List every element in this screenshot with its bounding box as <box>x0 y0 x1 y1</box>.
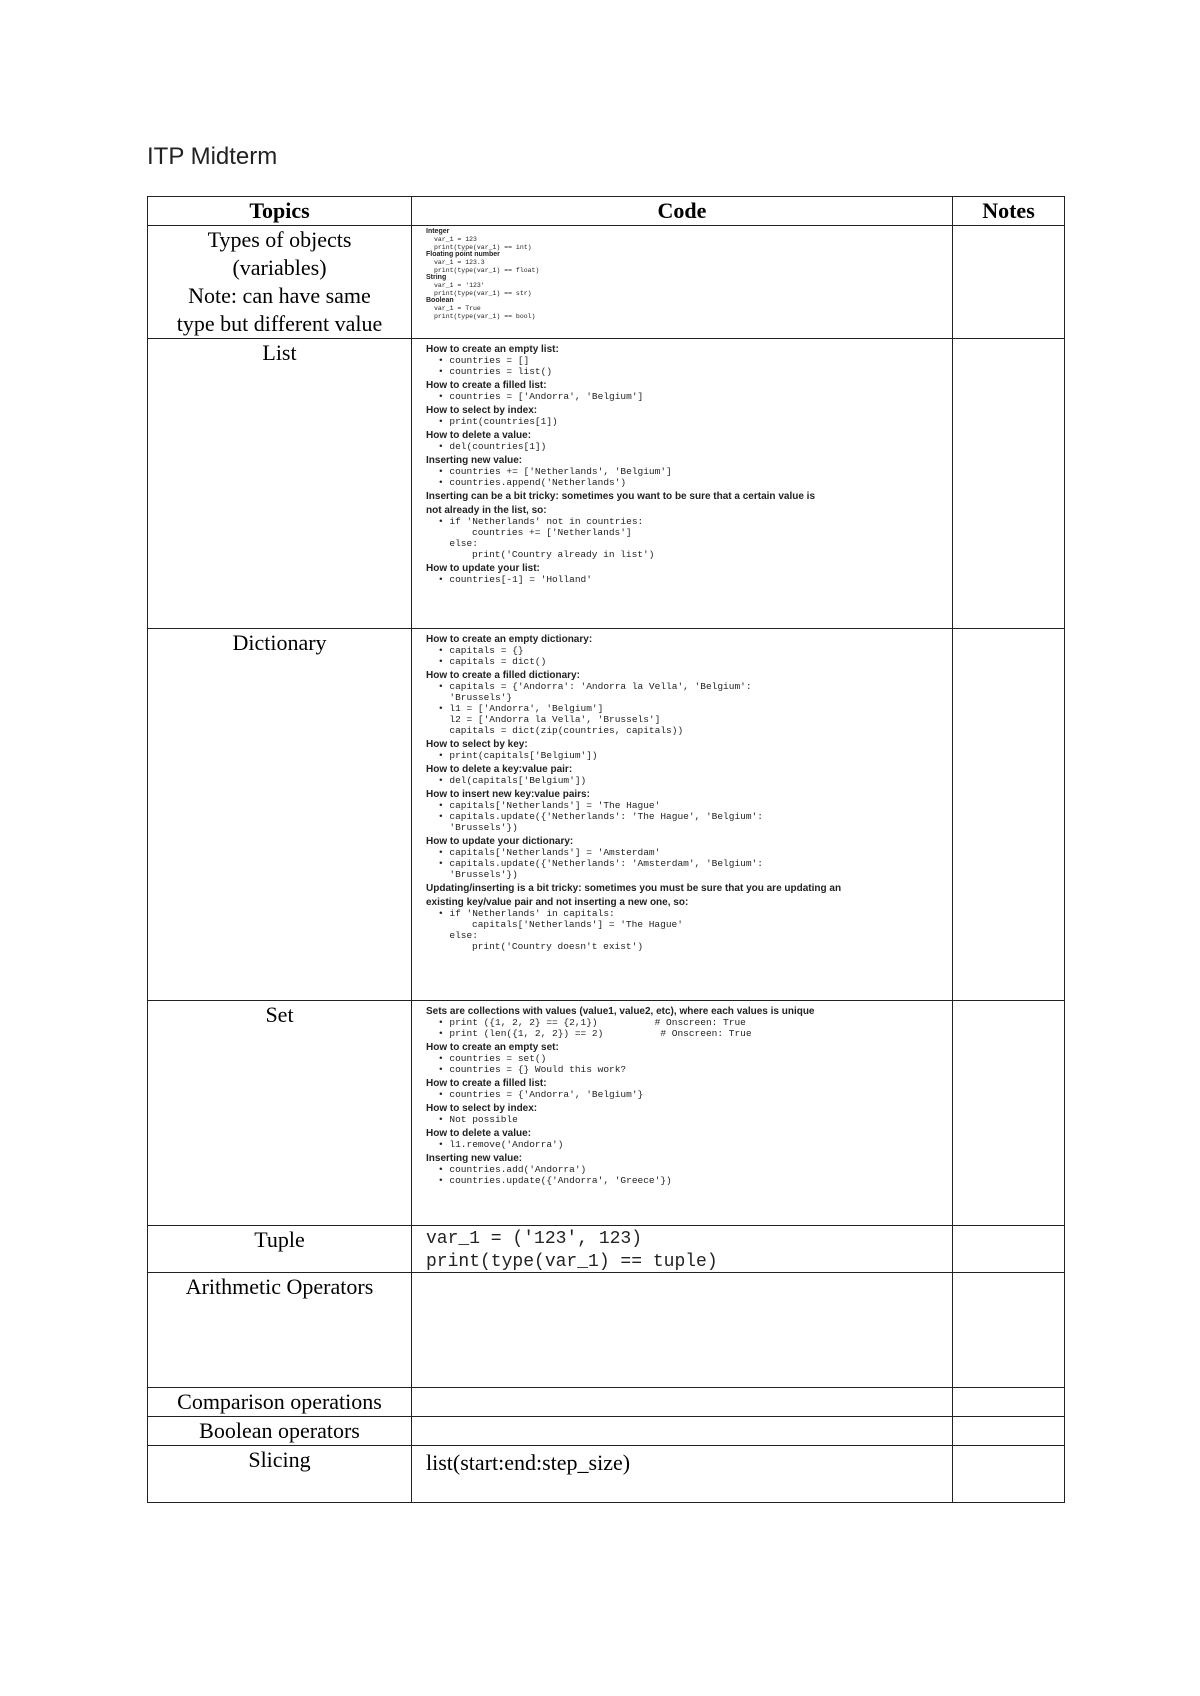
code-list <box>412 339 953 629</box>
code-line: • del(capitals['Belgium']) <box>438 775 587 786</box>
table-row <box>148 1417 1065 1446</box>
code-heading: How to delete a value: <box>426 1128 532 1139</box>
code-block <box>412 1001 952 1188</box>
header-row <box>148 197 1065 226</box>
code-line: • countries = set() <box>438 1053 547 1064</box>
code-heading: How to select by index: <box>426 405 538 416</box>
code-set <box>412 1001 953 1226</box>
code-heading: How to update your list: <box>426 563 540 574</box>
code-line: • print(countries[1]) <box>438 416 558 427</box>
code-heading: How to create a filled list: <box>426 1078 547 1089</box>
header-topics: Topics <box>148 197 412 226</box>
notes-comparison[interactable] <box>953 1388 1065 1417</box>
code-line: 'Brussels'}) <box>438 869 518 880</box>
code-line: • del(countries[1]) <box>438 441 547 452</box>
code-heading: Inserting new value: <box>426 455 523 466</box>
code-line: • print (len({1, 2, 2}) == 2) # Onscreen: True <box>438 1028 752 1039</box>
code-heading: How to delete a key:value pair: <box>426 764 573 775</box>
header-notes: Notes <box>953 197 1065 226</box>
code-heading: not already in the list, so: <box>426 505 547 516</box>
code-line: l2 = ['Andorra la Vella', 'Brussels'] <box>438 714 661 725</box>
code-line: • countries = {} Would this work? <box>438 1064 627 1075</box>
code-heading: Integer <box>426 228 450 235</box>
code-line: • print ({1, 2, 2} == {2,1}) # Onscreen: True <box>438 1017 746 1028</box>
code-line: • capitals.update({'Netherlands': 'Amsterdam', 'Belgium': <box>438 858 763 869</box>
code-line: • if 'Netherlands' not in countries: <box>438 516 644 527</box>
code-heading: Sets are collections with values (value1, value2, etc), where each values is unique <box>426 1006 815 1017</box>
table-row <box>148 1001 1065 1226</box>
code-heading: existing key/value pair and not inserting a new one, so: <box>426 897 689 908</box>
topic-list: List <box>148 339 412 629</box>
code-line: list(start:end:step_size) <box>426 1450 631 1475</box>
code-heading: How to create an empty set: <box>426 1042 559 1053</box>
table-row <box>148 1273 1065 1388</box>
topic-set: Set <box>148 1001 412 1226</box>
topic-types <box>148 226 412 339</box>
table-row <box>148 339 1065 629</box>
code-heading: How to insert new key:value pairs: <box>426 789 590 800</box>
code-line: print('Country doesn't exist') <box>472 941 644 952</box>
code-comparison[interactable] <box>412 1388 953 1417</box>
code-line: var_1 = '123' <box>434 282 485 289</box>
code-line: else: <box>438 930 478 941</box>
topic-line: Note: can have same <box>188 283 371 308</box>
table-row <box>148 1226 1065 1273</box>
code-heading: How to create a filled list: <box>426 380 547 391</box>
code-line: • countries = [] <box>438 355 530 366</box>
code-line: var_1 = ('123', 123) <box>426 1229 643 1249</box>
notes-tuple[interactable] <box>953 1226 1065 1273</box>
code-line: countries += ['Netherlands'] <box>472 527 632 538</box>
code-heading: How to update your dictionary: <box>426 836 574 847</box>
topic-line: (variables) <box>232 255 327 280</box>
topic-line: type but different value <box>176 311 383 336</box>
code-block <box>412 629 952 954</box>
code-line: • capitals['Netherlands'] = 'The Hague' <box>438 800 661 811</box>
code-heading: How to create a filled dictionary: <box>426 670 580 681</box>
code-line: var_1 = 123.3 <box>434 259 485 266</box>
code-line: capitals['Netherlands'] = 'The Hague' <box>472 919 683 930</box>
table-row <box>148 1388 1065 1417</box>
code-line: print(type(var_1) == int) <box>434 243 532 251</box>
code-heading: How to select by index: <box>426 1103 538 1114</box>
notes-types[interactable] <box>953 226 1065 339</box>
code-line: var_1 = True <box>434 305 481 312</box>
code-heading: Inserting new value: <box>426 1153 523 1164</box>
code-tuple <box>412 1226 953 1273</box>
code-line: print(type(var_1) == str) <box>434 289 532 297</box>
code-line: • countries = {'Andorra', 'Belgium'} <box>438 1089 644 1100</box>
code-heading: String <box>426 274 447 281</box>
topic-arithmetic: Arithmetic Operators <box>148 1273 412 1388</box>
code-line: • countries = ['Andorra', 'Belgium'] <box>438 391 644 402</box>
code-types <box>412 226 953 339</box>
code-line: print('Country already in list') <box>472 549 655 560</box>
code-line: • l1.remove('Andorra') <box>438 1139 564 1150</box>
topic-slicing: Slicing <box>148 1446 412 1503</box>
code-heading: How to create an empty list: <box>426 344 559 355</box>
code-line: print(type(var_1) == float) <box>434 266 540 274</box>
code-line: • capitals.update({'Netherlands': 'The Hague', 'Belgium': <box>438 811 763 822</box>
code-line: • countries.append('Netherlands') <box>438 477 627 488</box>
code-boolean[interactable] <box>412 1417 953 1446</box>
code-line: • countries.add('Andorra') <box>438 1164 587 1175</box>
page-title: ITP Midterm <box>147 143 278 170</box>
table-row <box>148 226 1065 339</box>
code-block <box>412 339 952 587</box>
notes-list[interactable] <box>953 339 1065 629</box>
code-line: 'Brussels'} <box>438 692 513 703</box>
code-heading: Floating point number <box>426 251 500 258</box>
notes-boolean[interactable] <box>953 1417 1065 1446</box>
code-line: • capitals = {'Andorra': 'Andorra la Vella', 'Belgium': <box>438 681 752 692</box>
notes-dictionary[interactable] <box>953 629 1065 1001</box>
topic-boolean: Boolean operators <box>148 1417 412 1446</box>
code-line: • countries = list() <box>438 366 553 377</box>
notes-set[interactable] <box>953 1001 1065 1226</box>
table-row <box>148 1446 1065 1503</box>
code-line: print(type(var_1) == tuple) <box>426 1252 718 1272</box>
code-line: • Not possible <box>438 1114 518 1125</box>
code-line: • if 'Netherlands' in capitals: <box>438 908 615 919</box>
code-heading: Inserting can be a bit tricky: sometimes you want to be sure that a certain value is <box>426 491 816 502</box>
topic-dictionary: Dictionary <box>148 629 412 1001</box>
midterm-table <box>147 196 1065 1503</box>
code-line: capitals = dict(zip(countries, capitals)) <box>438 725 684 736</box>
code-line: • countries.update({'Andorra', 'Greece'}) <box>438 1175 672 1186</box>
code-line: var_1 = 123 <box>434 236 477 243</box>
code-line: • capitals = dict() <box>438 656 547 667</box>
code-heading: How to delete a value: <box>426 430 532 441</box>
topic-line: Types of objects <box>207 227 352 252</box>
code-heading: Boolean <box>426 297 454 304</box>
code-arithmetic[interactable] <box>412 1273 953 1388</box>
code-slicing <box>412 1446 953 1503</box>
code-line: • l1 = ['Andorra', 'Belgium'] <box>438 703 604 714</box>
code-dictionary <box>412 629 953 1001</box>
notes-arithmetic[interactable] <box>953 1273 1065 1388</box>
code-line: print(type(var_1) == bool) <box>434 312 536 320</box>
code-line: else: <box>438 538 478 549</box>
code-line: • capitals['Netherlands'] = 'Amsterdam' <box>438 847 661 858</box>
code-line: • countries += ['Netherlands', 'Belgium'] <box>438 466 672 477</box>
code-heading: How to create an empty dictionary: <box>426 634 593 645</box>
code-heading: Updating/inserting is a bit tricky: sometimes you must be sure that you are updating an <box>426 883 842 894</box>
header-code: Code <box>412 197 953 226</box>
code-line: 'Brussels'}) <box>438 822 518 833</box>
code-line: • capitals = {} <box>438 645 524 656</box>
notes-slicing[interactable] <box>953 1446 1065 1503</box>
code-line: • countries[-1] = 'Holland' <box>438 574 592 585</box>
topic-comparison: Comparison operations <box>148 1388 412 1417</box>
code-heading: How to select by key: <box>426 739 528 750</box>
table-row <box>148 629 1065 1001</box>
code-line: • print(capitals['Belgium']) <box>438 750 598 761</box>
code-block <box>412 226 952 322</box>
topic-tuple: Tuple <box>148 1226 412 1273</box>
